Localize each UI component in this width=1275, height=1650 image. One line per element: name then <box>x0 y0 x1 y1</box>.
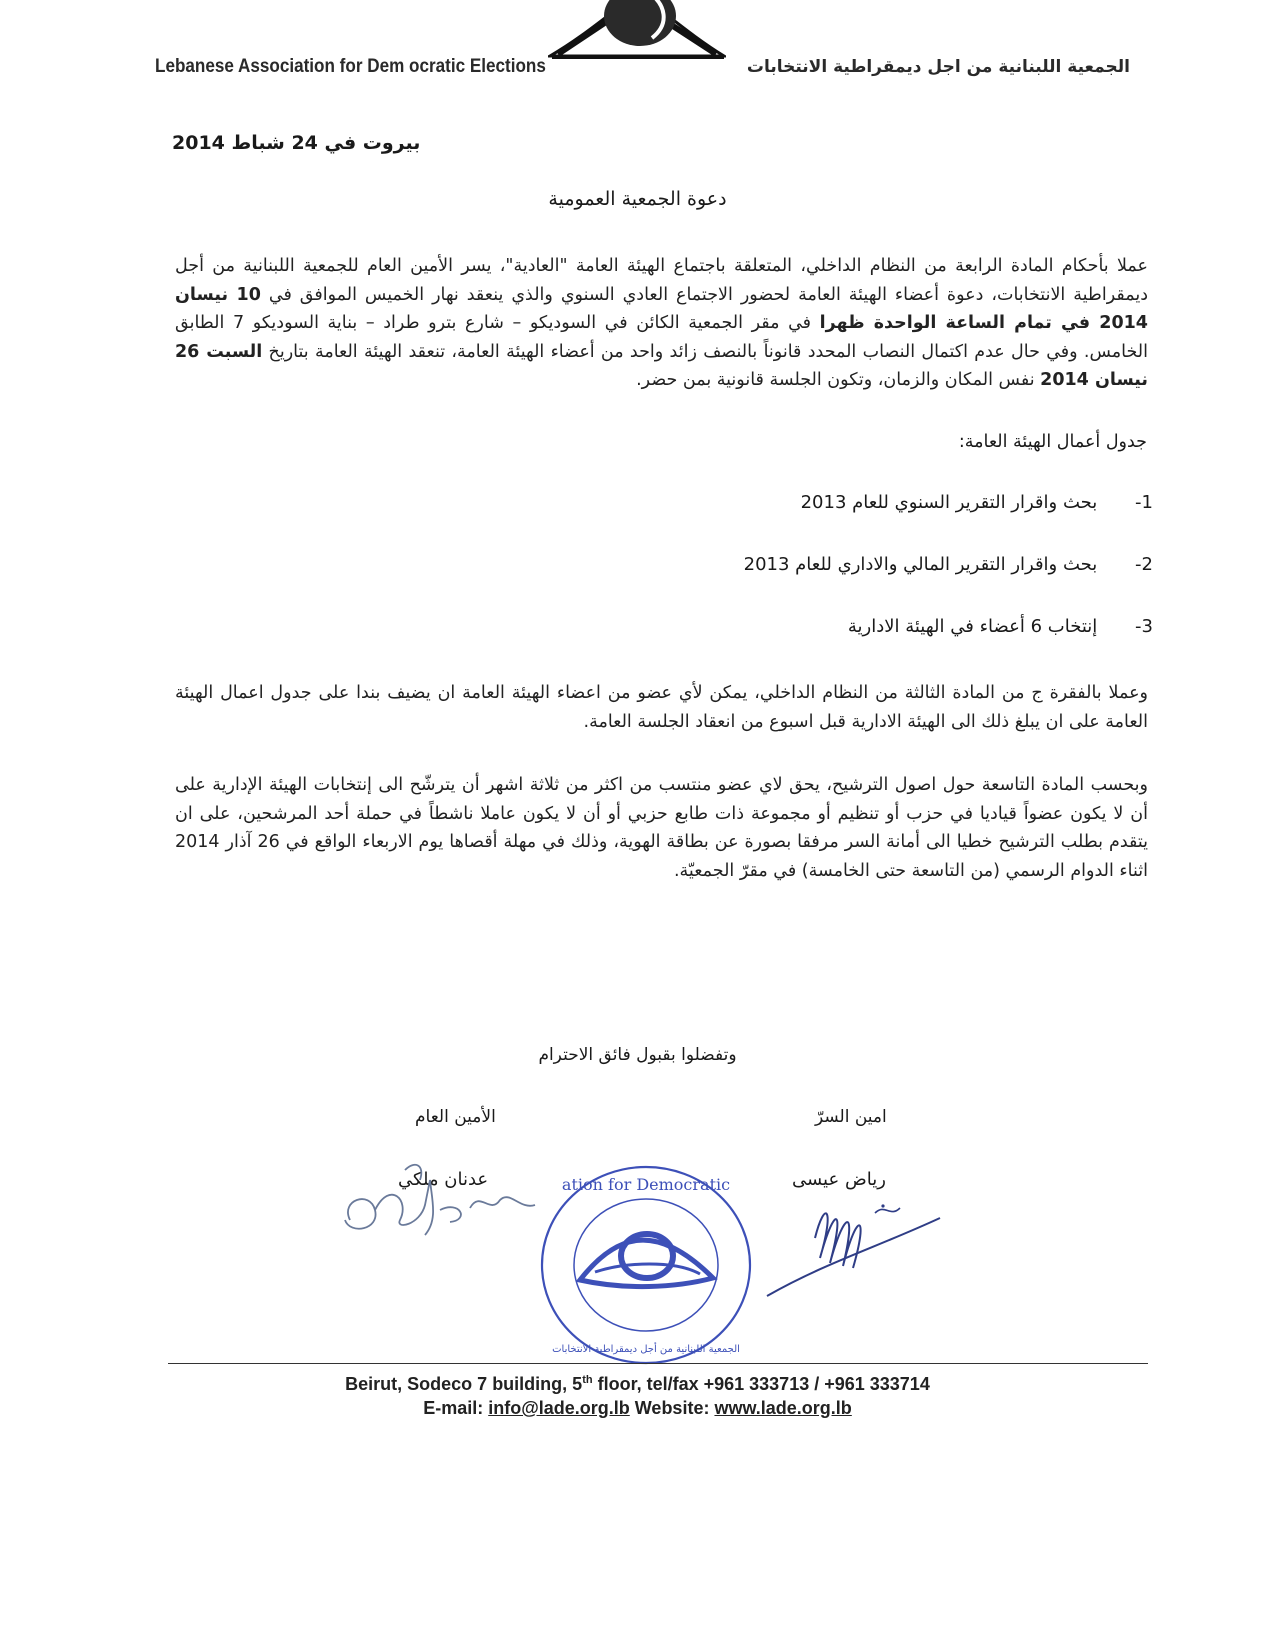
agenda-item-text: بحث واقرار التقرير المالي والاداري للعام 2013 <box>743 554 1098 575</box>
secretary-role: امين السرّ <box>815 1107 887 1127</box>
agenda-item-text: بحث واقرار التقرير السنوي للعام 2013 <box>800 492 1098 513</box>
agenda-item-number: 1- <box>1135 492 1153 513</box>
org-name-arabic: الجمعية اللبنانية من اجل ديمقراطية الانتخابات <box>746 57 1130 77</box>
agenda-item-number: 3- <box>1135 616 1153 637</box>
stamp-arabic-text: الجمعية اللبنانية من أجل ديمقراطية الانتخابات <box>552 1344 740 1355</box>
invitation-paragraph <box>175 252 1148 395</box>
meeting-date-bold: 10 نيسان 2014 في تمام الساعة الواحدة ظهرا <box>175 284 1148 333</box>
agenda-heading: جدول أعمال الهيئة العامة: <box>958 432 1147 452</box>
closing-salutation: وتفضلوا بقبول فائق الاحترام <box>538 1045 737 1065</box>
footer-address <box>0 1374 1275 1395</box>
lade-eye-logo-icon <box>548 0 726 60</box>
secretary-name: رياض عيسى <box>792 1169 886 1190</box>
association-stamp-icon <box>535 1160 757 1370</box>
secretary-signature-icon <box>765 1178 945 1308</box>
email-label: E-mail: <box>423 1398 489 1418</box>
agenda-item-text: إنتخاب 6 أعضاء في الهيئة الادارية <box>847 616 1098 637</box>
website-link[interactable]: www.lade.org.lb <box>714 1398 852 1418</box>
general-secretary-name: عدنان ملكي <box>398 1169 489 1190</box>
agenda-item <box>801 492 1153 513</box>
invitation-text-3: نفس المكان والزمان، وتكون الجلسة قانونية بمن حضر. <box>636 370 1035 390</box>
agenda-amendment-paragraph: وعملا بالفقرة ج من المادة الثالثة من النظام الداخلي، يمكن لأي عضو من اعضاء الهيئة العامة ان يضيف بندا على جدول اعمال الهيئة العامة على ان يبلغ ذلك الى الهيئة الادارية قبل اسبوع من انعقاد الجلسة العامة. <box>175 683 1148 732</box>
footer-address-post: floor, tel/fax +961 333713 / +961 333714 <box>592 1374 930 1394</box>
agenda-item-number: 2- <box>1135 554 1153 575</box>
candidacy-paragraph: وبحسب المادة التاسعة حول اصول الترشيح، يحق لاي عضو منتسب من اكثر من ثلاثة اشهر أن يترشّح الى إنتخابات الهيئة الإدارية على أن لا يكون عضواً قياديا في حزب أو تنظيم أو مجموعة ذات طابع حزبي أو أن لا يكون عاملا ناشطاً في حملة أحد المرشحين، على ان يتقدم بطلب الترشيح خطيا الى أمانة السر مرفقا بصورة عن بطاقة الهوية، وذلك في مهلة أقصاها يوم الاربعاء الواقع في 26 آذار 2014 اثناء الدوام الرسمي (من التاسعة حتى الخامسة) في مقرّ الجمعيّة. <box>175 775 1149 881</box>
org-name-english: Lebanese Association for Dem ocratic Elections <box>155 56 546 77</box>
footer-divider <box>168 1363 1148 1364</box>
email-link[interactable]: info@lade.org.lb <box>488 1398 630 1418</box>
invitation-text-1: عملا بأحكام المادة الرابعة من النظام الداخلي، المتعلقة باجتماع الهيئة العامة "العادية"، يسر الأمين العام للجمعية اللبنانية من أجل ديمقراطية الانتخابات، دعوة أعضاء الهيئة العامة لحضور الاجتماع العادي السنوي والذي ينعقد نهار الخميس الموافق في <box>175 256 1148 305</box>
letter-title: دعوة الجمعية العمومية <box>548 188 727 210</box>
website-label: Website: <box>629 1398 715 1418</box>
agenda-item <box>744 554 1153 575</box>
agenda-item <box>848 616 1153 637</box>
footer-address-pre: Beirut, Sodeco 7 building, 5 <box>345 1374 583 1394</box>
footer-contact <box>0 1398 1275 1419</box>
second-meeting-date-bold: السبت 26 نيسان 2014 <box>175 341 1148 390</box>
general-secretary-role: الأمين العام <box>415 1107 496 1127</box>
letter-date: بيروت في 24 شباط 2014 <box>172 132 421 154</box>
footer-address-sup: th <box>582 1374 593 1386</box>
invitation-text-2: في مقر الجمعية الكائن في السوديكو – شارع بترو طراد – بناية السوديكو 7 الطابق الخامس. وفي حال عدم اكتمال النصاب المحدد قانوناً بالنصف زائد واحد من أعضاء الهيئة العامة، تنعقد الهيئة العامة بتاريخ <box>175 313 1148 362</box>
stamp-english-text: ation for Democratic <box>561 1175 731 1194</box>
general-secretary-signature-icon <box>330 1160 540 1260</box>
